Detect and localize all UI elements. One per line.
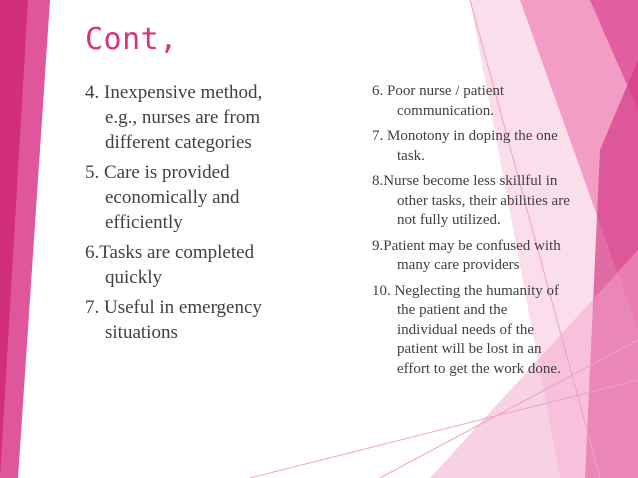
list-item: [372, 127, 602, 166]
list-item-line: other tasks, their abilities are: [397, 192, 570, 209]
list-item-line: 10. Neglecting the humanity of: [372, 282, 560, 299]
list-item: [372, 172, 602, 231]
disadvantages-list: [372, 82, 602, 385]
list-item-line: 5. Care is provided: [85, 162, 230, 183]
list-item-line: e.g., nurses are from: [105, 107, 261, 128]
list-item-line: the patient and the: [397, 302, 508, 318]
list-item-line: communication.: [397, 102, 495, 119]
list-item-line: effort to get the work done.: [397, 360, 561, 377]
list-item-line: 7. Useful in emergency: [85, 297, 262, 318]
slide-title: Cont,: [85, 22, 178, 57]
list-item-line: 8.Nurse become less skillful in: [372, 173, 558, 189]
list-item: [372, 237, 602, 276]
list-item-line: 6. Poor nurse / patient: [372, 83, 505, 99]
list-item-line: 7. Monotony in doping the one: [372, 128, 558, 144]
list-item-line: task.: [397, 147, 425, 164]
list-item-line: situations: [105, 322, 178, 343]
list-item-line: different categories: [105, 132, 252, 153]
list-item-line: 4. Inexpensive method,: [85, 82, 263, 103]
list-item-line: patient will be lost in an: [397, 341, 542, 357]
list-item-line: efficiently: [105, 212, 183, 233]
advantages-list: [85, 80, 325, 350]
list-item-line: many care providers: [397, 257, 520, 273]
list-item-line: quickly: [105, 267, 162, 288]
list-item-line: not fully utilized.: [397, 212, 501, 228]
list-item: [85, 80, 325, 155]
list-item-line: economically and: [105, 187, 240, 208]
list-item: [372, 282, 602, 380]
list-item-line: 6.Tasks are completed: [85, 242, 255, 263]
list-item: [85, 240, 325, 290]
list-item: [85, 295, 325, 345]
list-item: [85, 160, 325, 235]
list-item: [372, 82, 602, 121]
list-item-line: 9.Patient may be confused with: [372, 237, 561, 254]
list-item-line: individual needs of the: [397, 321, 535, 338]
